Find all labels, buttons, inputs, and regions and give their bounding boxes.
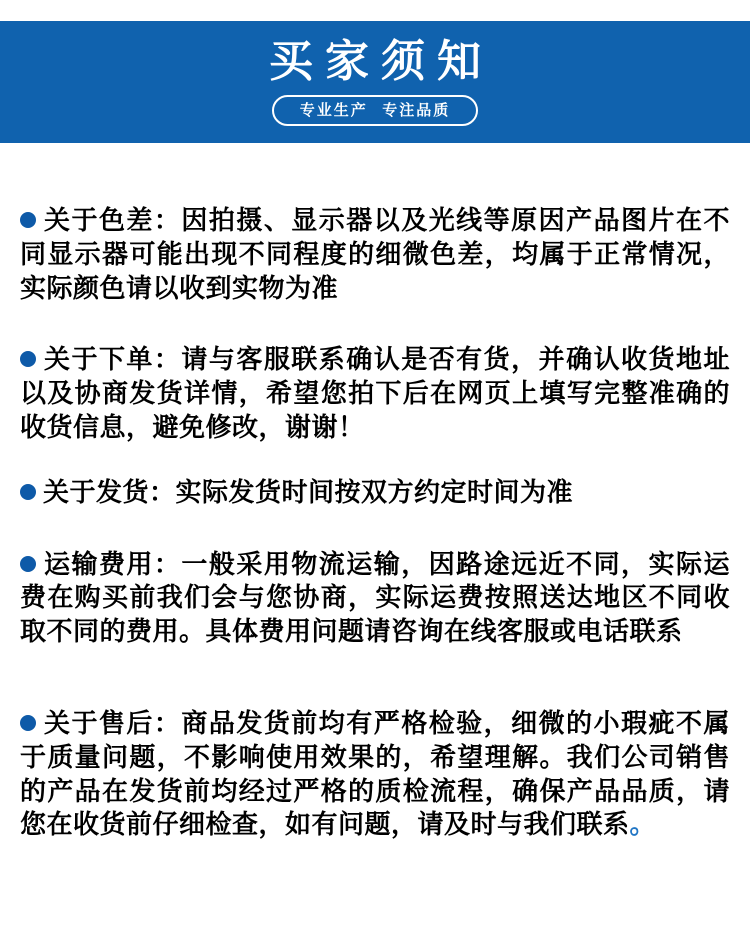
notice-text: 关于下单：请与客服联系确认是否有货，并确认收货地址以及协商发货详情，希望您拍下后在网页上填写完整准确的收货信息，避免修改，谢谢！ bbox=[20, 345, 730, 443]
notice-transport-fee bbox=[20, 549, 730, 650]
page-title: 买家须知 bbox=[269, 36, 493, 87]
notice-color-difference bbox=[20, 205, 730, 306]
notice-shipping-time bbox=[20, 477, 730, 511]
bullet-icon bbox=[20, 484, 36, 500]
notice-text: 关于色差：因拍摄、显示器以及光线等原因产品图片在不同显示器可能出现不同程度的细微色差，均属于正常情况，实际颜色请以收到实物为准 bbox=[20, 206, 730, 304]
notice-ordering bbox=[20, 344, 730, 445]
header-slogan-badge: 专业生产 专注品质 bbox=[272, 95, 478, 126]
notice-list bbox=[0, 143, 750, 843]
header-band bbox=[0, 21, 750, 143]
notice-text: 运输费用：一般采用物流运输，因路途远近不同，实际运费在购买前我们会与您协商，实际运费按照送达地区不同收取不同的费用。具体费用问题请咨询在线客服或电话联系 bbox=[20, 549, 730, 648]
notice-text: 关于发货：实际发货时间按双方约定时间为准 bbox=[43, 477, 574, 508]
notice-after-sales bbox=[20, 708, 730, 843]
bullet-icon bbox=[20, 212, 36, 228]
notice-text: 关于售后：商品发货前均有严格检验，细微的小瑕疵不属于质量问题，不影响使用效果的，希望理解。我们公司销售的产品在发货前均经过严格的质检流程，确保产品品质，请您在收货前仔细检查，如有问题，请及时与我们联系 bbox=[20, 708, 730, 841]
notice-tail-period: 。 bbox=[629, 810, 657, 841]
bullet-icon bbox=[20, 715, 36, 731]
bullet-icon bbox=[20, 556, 36, 572]
bullet-icon bbox=[20, 351, 36, 367]
